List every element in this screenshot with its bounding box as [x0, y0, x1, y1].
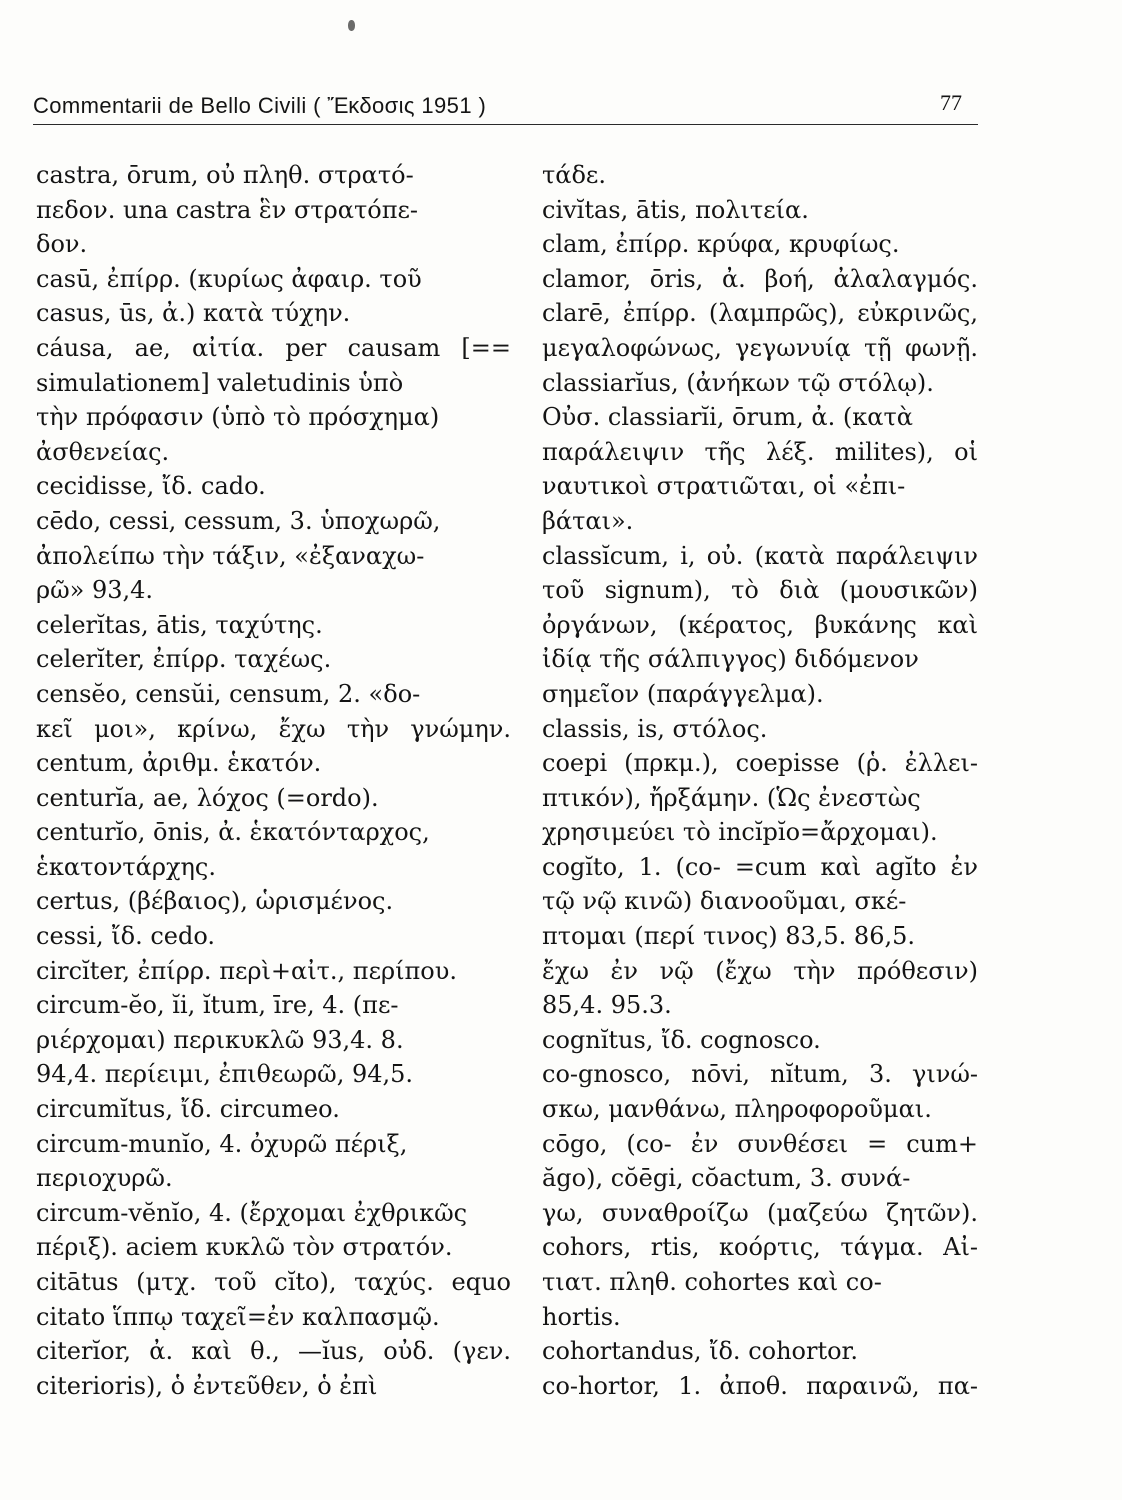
text-line: cáusa, ae, αἰτία. per causam [== — [36, 333, 511, 362]
text-line: circĭter, ἐπίρρ. περὶ+αἰτ., περίπου. — [36, 956, 457, 985]
text-line: πεδον. una castra ἓν στρατόπε- — [36, 195, 419, 224]
text-line: γω, συναθροίζω (μαζεύω ζητῶν). — [542, 1198, 979, 1227]
text-line: παράλειψιν τῆς λέξ. milites), οἱ — [542, 437, 978, 466]
text-line: δον. — [36, 230, 88, 259]
text-line: cēdo, cessi, cessum, 3. ὑποχωρῶ, — [36, 506, 441, 535]
text-line: co-hortor, 1. ἀποθ. παραινῶ, πα- — [542, 1371, 979, 1400]
running-header-title: Commentarii de Bello Civili ( Ἔκδοσις 1951 ) — [33, 93, 487, 118]
text-line: circum-ĕo, ĭi, ĭtum, īre, 4. (πε- — [36, 991, 399, 1020]
text-line: castra, ōrum, οὐ πληθ. στρατό- — [36, 161, 414, 189]
text-line: cecidisse, ἴδ. cado. — [36, 472, 266, 501]
header-rule — [33, 124, 978, 125]
text-line: cessi, ἴδ. cedo. — [36, 922, 215, 951]
text-line: cogĭto, 1. (co- =cum καὶ agĭto ἐν — [542, 852, 979, 881]
text-line: χρησιμεύει τὸ incĭpĭo=ἄρχομαι). — [542, 818, 938, 847]
text-line: cohors, rtis, κοόρτις, τάγμα. Αἰ- — [542, 1233, 978, 1262]
left-column — [36, 158, 516, 1403]
text-line: πέριξ). aciem κυκλῶ τὸν στρατόν. — [36, 1233, 453, 1262]
text-line: ριέρχομαι) περικυκλῶ 93,4. 8. — [36, 1025, 404, 1054]
text-line: casus, ūs, ἀ.) κατὰ τύχην. — [36, 299, 351, 328]
text-line: hortis. — [542, 1302, 621, 1331]
page-number: 77 — [940, 90, 962, 115]
text-line: coepi (πρκμ.), coepisse (ῥ. ἐλλει- — [542, 749, 978, 778]
text-line: civĭtas, ātis, πολιτεία. — [542, 195, 809, 224]
right-column — [542, 158, 982, 1403]
text-line: circum-vĕnĭo, 4. (ἔρχομαι ἐχθρικῶς — [36, 1198, 468, 1227]
text-line: Οὐσ. classiarĭi, ōrum, ἀ. (κατὰ — [542, 403, 913, 432]
text-line: celerĭter, ἐπίρρ. ταχέως. — [36, 645, 332, 674]
text-line: clarē, ἐπίρρ. (λαμπρῶς), εὐκρινῶς, — [542, 299, 978, 328]
text-line: ἰδίᾳ τῆς σάλπιγγος) διδόμενον — [542, 645, 919, 674]
text-line: classiarĭus, (ἀνήκων τῷ στόλῳ). — [542, 368, 934, 397]
text-line: σημεῖον (παράγγελμα). — [542, 679, 824, 708]
text-line: ὀργάνων, (κέρατος, βυκάνης καὶ — [542, 610, 979, 639]
text-line: ἀσθενείας. — [36, 437, 170, 466]
text-line: 94,4. περίειμι, ἐπιθεωρῶ, 94,5. — [36, 1060, 414, 1089]
text-line: certus, (βέβαιος), ὡρισμένος. — [36, 887, 394, 916]
text-line: citātus (μτχ. τοῦ cĭto), ταχύς. equo — [36, 1268, 511, 1296]
text-line: τάδε. — [542, 161, 606, 189]
text-line: centum, ἀριθμ. ἑκατόν. — [36, 749, 322, 778]
text-line: circum-munĭo, 4. ὀχυρῶ πέριξ, — [36, 1129, 408, 1158]
text-line: centurĭa, ae, λόχος (=ordo). — [36, 783, 379, 812]
text-line: ăgo), cŏēgi, cŏactum, 3. συνά- — [542, 1164, 911, 1193]
text-line: σκω, μανθάνω, πληροφοροῦμαι. — [542, 1095, 932, 1124]
text-line: citato ἵππῳ ταχεῖ=ἐν καλπασμῷ. — [36, 1302, 440, 1331]
text-line: ἀπολείπω τὴν τάξιν, «ἐξαναχω- — [36, 541, 425, 570]
text-line: cognĭtus, ἴδ. cognosco. — [542, 1025, 821, 1054]
text-line: celerĭtas, ātis, ταχύτης. — [36, 610, 323, 639]
text-line: classis, is, στόλος. — [542, 714, 768, 743]
ink-speck — [348, 20, 355, 31]
text-line: cohortandus, ἴδ. cohortor. — [542, 1337, 859, 1366]
text-line: ἔχω ἐν νῷ (ἔχω τὴν πρόθεσιν) — [542, 956, 978, 985]
text-line: clamor, ōris, ἀ. βοή, ἀλαλαγμός. — [542, 264, 978, 293]
text-line: simulationem] valetudinis ὑπὸ — [36, 368, 404, 397]
text-line: πτικόν), ἤρξάμην. (Ὡς ἐνεστὼς — [542, 783, 921, 812]
text-line: cōgo, (co- ἐν συνθέσει = cum+ — [542, 1129, 979, 1158]
text-line: πτομαι (περί τινος) 83,5. 86,5. — [542, 922, 915, 951]
text-line: περιοχυρῶ. — [36, 1164, 173, 1193]
text-line: μεγαλοφώνως, γεγωνυίᾳ τῇ φωνῇ. — [542, 333, 978, 362]
text-line: classĭcum, i, οὐ. (κατὰ παράλειψιν — [542, 541, 979, 570]
text-line: τιατ. πληθ. cohortes καὶ co- — [542, 1268, 882, 1296]
text-line: τὴν πρόφασιν (ὑπὸ τὸ πρόσχημα) — [36, 403, 440, 432]
text-line: citerĭor, ἀ. καὶ θ., —ĭus, οὐδ. (γεν. — [36, 1337, 511, 1366]
text-line: τῷ νῷ κινῶ) διανοοῦμαι, σκέ- — [542, 887, 907, 916]
text-line: clam, ἐπίρρ. κρύφα, κρυφίως. — [542, 230, 900, 259]
text-line: ἑκατοντάρχης. — [36, 852, 216, 881]
text-line: τοῦ signum), τὸ διὰ (μουσικῶν) — [542, 576, 979, 605]
text-line: κεῖ μοι», κρίνω, ἔχω τὴν γνώμην. — [36, 714, 512, 743]
text-line: ναυτικοὶ στρατιῶται, οἱ «ἐπι- — [542, 472, 906, 501]
text-line: citerioris), ὁ ἐντεῦθεν, ὁ ἐπὶ — [36, 1371, 378, 1400]
text-line: centurĭo, ōnis, ἀ. ἑκατόνταρχος, — [36, 818, 430, 847]
text-line: βάται». — [542, 506, 634, 535]
text-line: casū, ἐπίρρ. (κυρίως ἀφαιρ. τοῦ — [36, 264, 422, 293]
text-line: circumĭtus, ἴδ. circumeo. — [36, 1095, 340, 1124]
text-line: censĕo, censŭi, censum, 2. «δο- — [36, 679, 421, 708]
text-line: 85,4. 95.3. — [542, 991, 672, 1020]
text-line: ρῶ» 93,4. — [36, 576, 154, 605]
text-line: co-gnosco, nōvi, nĭtum, 3. γινώ- — [542, 1060, 979, 1089]
